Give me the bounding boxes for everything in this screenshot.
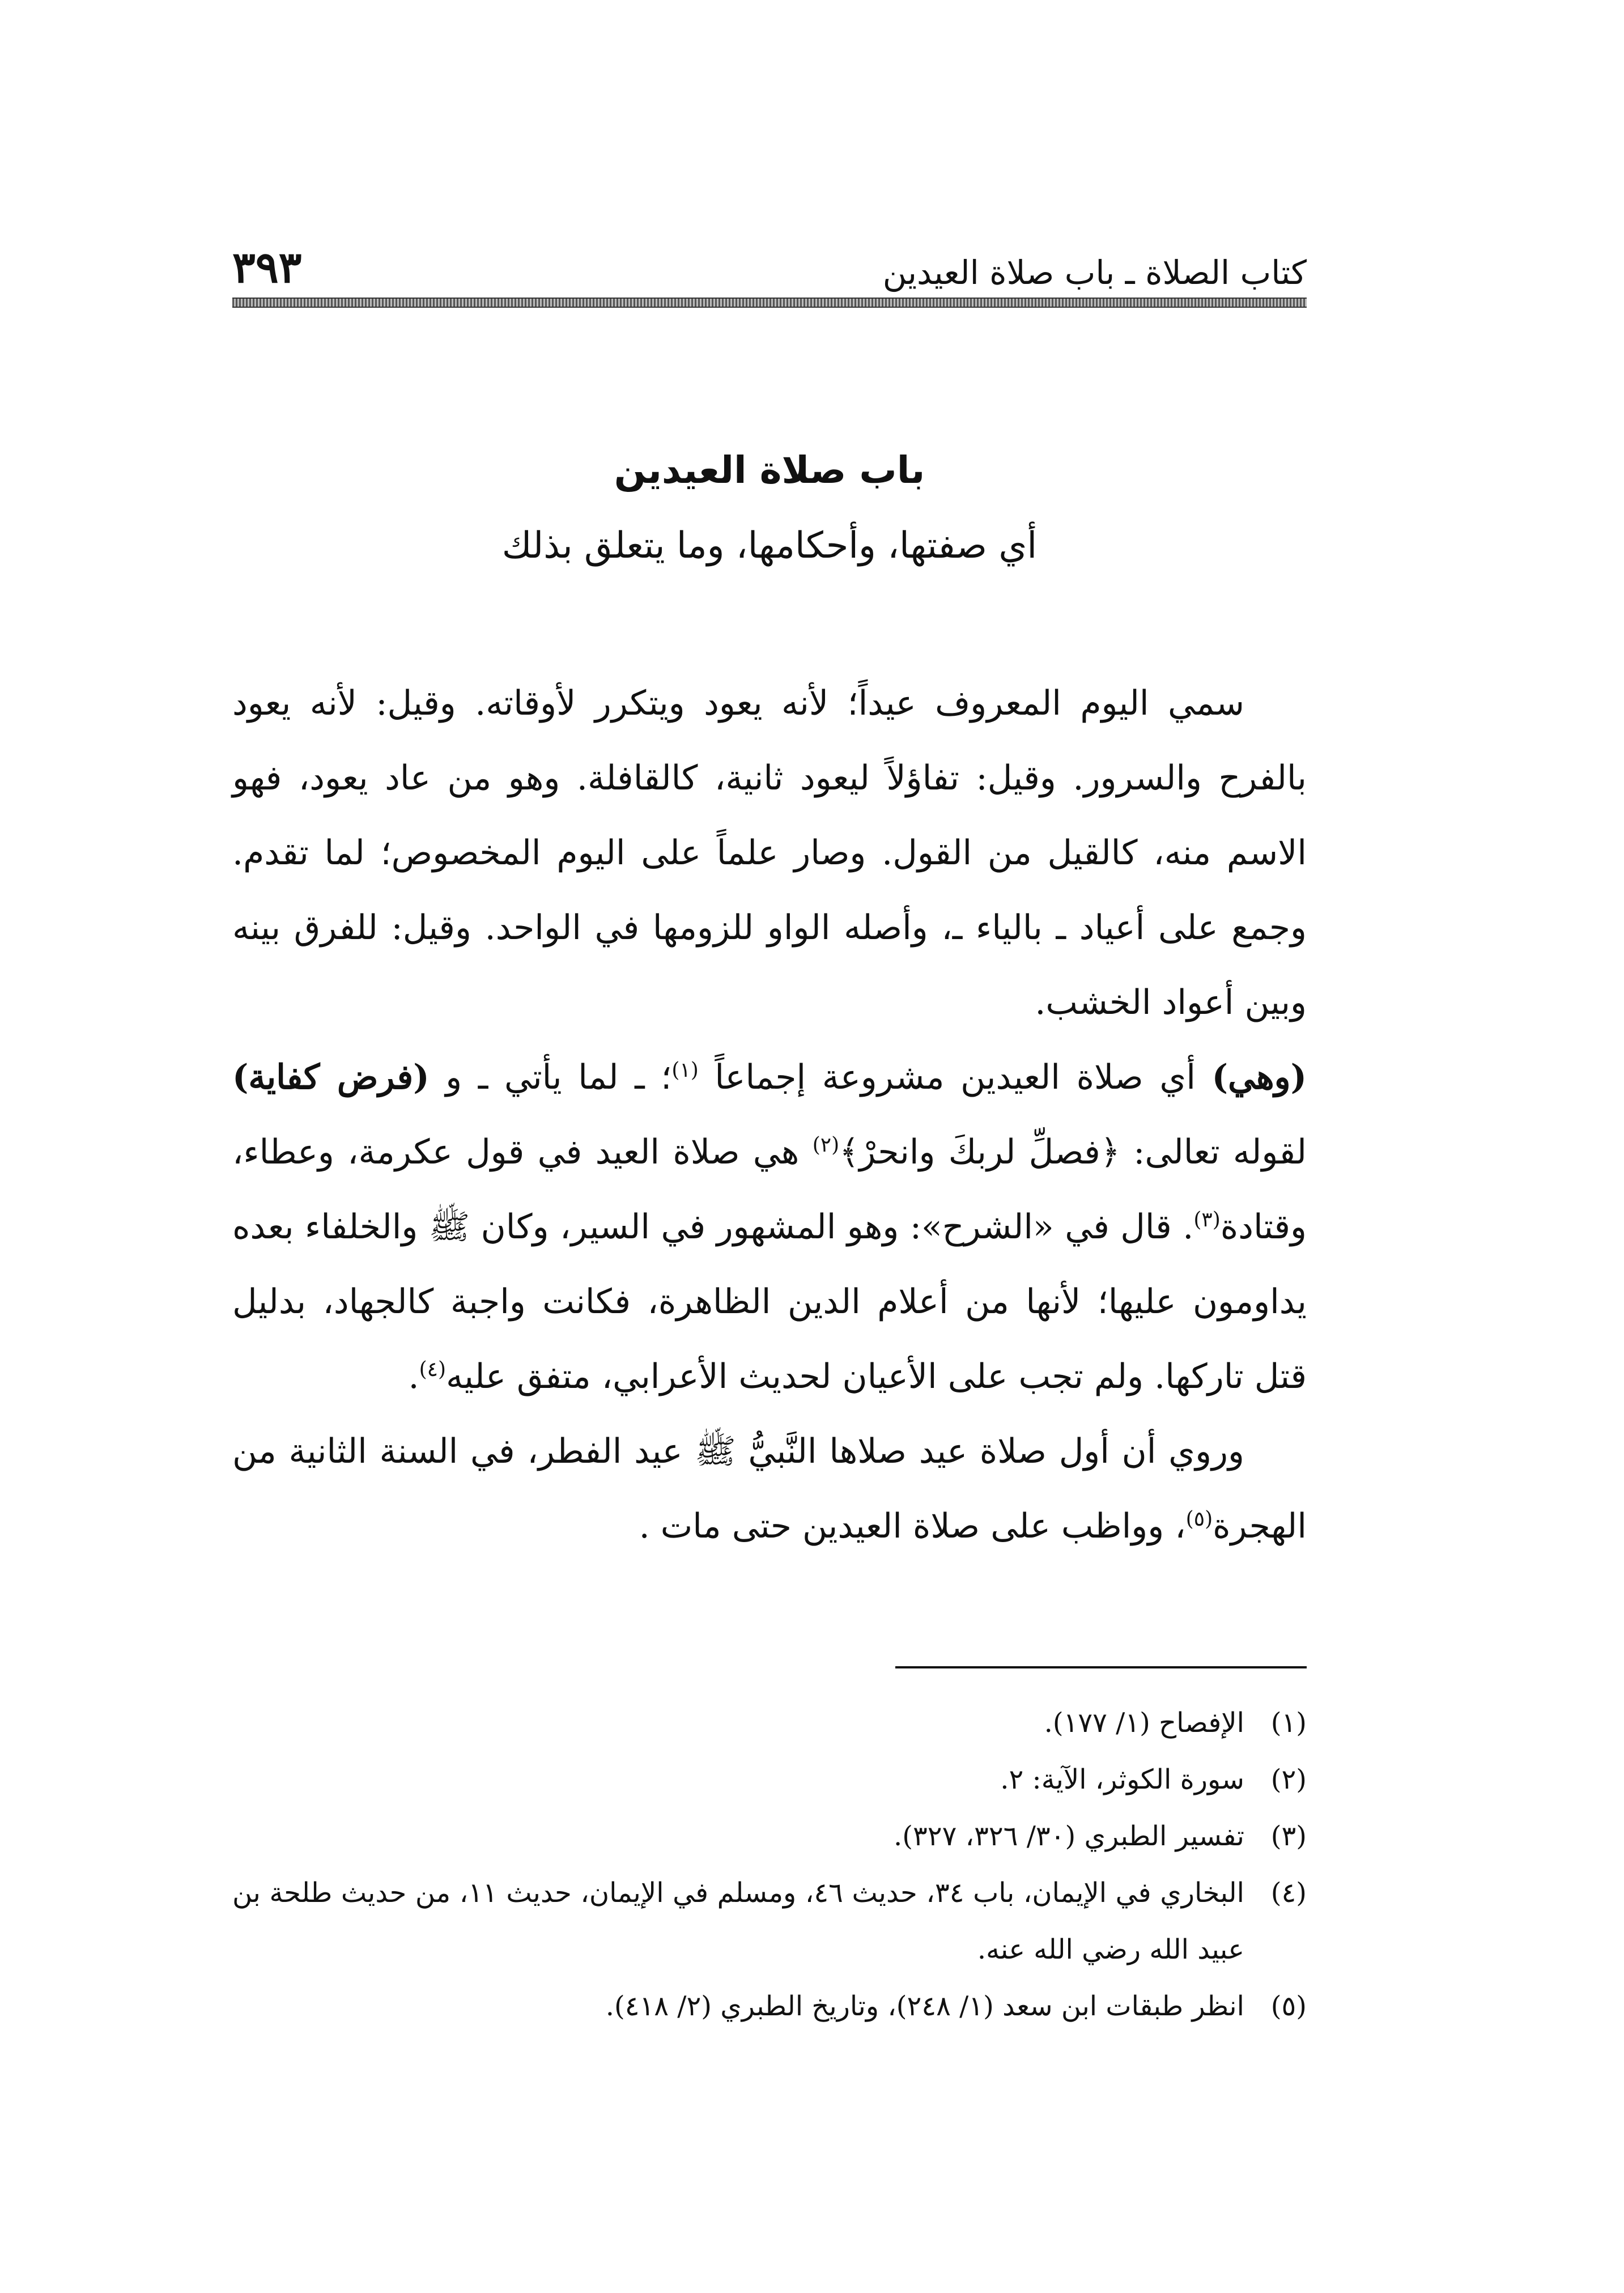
paragraph-2 <box>232 1040 1307 1414</box>
paragraph-3 <box>232 1414 1307 1564</box>
paragraph-3-text-2: ، وواظب على صلاة العيدين حتى مات . <box>639 1506 1186 1546</box>
footnote-item <box>232 1751 1307 1808</box>
footnote-text: الإفصاح (١/ ١٧٧). <box>1044 1707 1244 1739</box>
footnote-ref-3[interactable]: (٣) <box>1193 1208 1221 1232</box>
footnote-item <box>232 1808 1307 1865</box>
header-divider <box>232 298 1307 308</box>
running-header <box>232 238 1307 292</box>
paragraph-2-text-5: . قال في «الشرح»: وهو المشهور في السير، وكان ﷺ والخلفاء بعده يداومون عليها؛ لأنها من أعلام الدين الظاهرة، فكانت واجبة كالجهاد، بدليل قتل تاركها. ولم تجب على الأعيان لحديث الأعرابي، متفق عليه <box>232 1207 1307 1396</box>
footnote-item <box>232 1695 1307 1751</box>
footnote-text: البخاري في الإيمان، باب ٣٤، حديث ٤٦، ومسلم في الإيمان، حديث ١١، من حديث طلحة بن عبيد الله رضي الله عنه. <box>232 1877 1245 1965</box>
paragraph-2-text-3: لقوله تعالى: ﴿فصلِّ لربكَ وانحرْ﴾ <box>839 1132 1307 1172</box>
paragraph-2-text-2: ؛ ـ لما يأتي ـ و <box>429 1058 672 1097</box>
footnote-item <box>232 1978 1307 2035</box>
footnote-ref-4[interactable]: (٤) <box>419 1358 447 1381</box>
body-text <box>232 666 1307 1564</box>
chapter-title: باب صلاة العيدين <box>614 448 925 492</box>
chapter-subtitle: أي صفتها، وأحكامها، وما يتعلق بذلك <box>501 525 1038 567</box>
footnote-ref-5[interactable]: (٥) <box>1185 1508 1213 1531</box>
footnote-item <box>232 1865 1307 1978</box>
footnote-number: (٢) <box>1270 1764 1307 1795</box>
page-number: ٣٩٣ <box>232 242 302 292</box>
footnote-ref-1[interactable]: (١) <box>671 1059 699 1082</box>
paragraph-3-text-1: وروي أن أول صلاة عيد صلاها النَّبيُّ ﷺ عيد الفطر، في السنة الثانية من الهجرة <box>232 1432 1307 1546</box>
paragraph-2-text-4: هي صلاة العيد في قول عكرمة، وعطاء، وقتادة <box>232 1132 1307 1247</box>
footnote-number: (١) <box>1270 1707 1307 1739</box>
bold-term-fard-kifaya: (فرض كفاية) <box>232 1058 430 1097</box>
paragraph-2-text-1: أي صلاة العيدين مشروعة إجماعاً <box>698 1058 1212 1097</box>
running-title: كتاب الصلاة ـ باب صلاة العيدين <box>882 253 1307 292</box>
paragraph-2-text-6: . <box>408 1357 419 1396</box>
paragraph-1: سمي اليوم المعروف عيداً؛ لأنه يعود ويتكرر لأوقاته. وقيل: لأنه يعود بالفرح والسرور. وقيل: تفاؤلاً ليعود ثانية، كالقافلة. وهو من عاد يعود، فهو الاسم منه، كالقيل من القول. وصار علماً على اليوم المخصوص؛ لما تقدم. وجمع على أعياد ـ بالياء ـ، وأصله الواو للزومها في الواحد. وقيل: للفرق بينه وبين أعواد الخشب. <box>232 683 1307 1022</box>
footnote-number: (٥) <box>1270 1990 1307 2022</box>
footnote-number: (٣) <box>1270 1820 1307 1852</box>
footnote-number: (٤) <box>1270 1877 1307 1909</box>
footnote-ref-2[interactable]: (٢) <box>812 1133 840 1157</box>
footnotes <box>232 1695 1307 2035</box>
footnote-divider <box>895 1666 1307 1668</box>
footnote-text: سورة الكوثر، الآية: ٢. <box>1000 1764 1244 1795</box>
footnote-text: تفسير الطبري (٣٠/ ٣٢٦، ٣٢٧). <box>894 1820 1244 1852</box>
footnote-text: انظر طبقات ابن سعد (١/ ٢٤٨)، وتاريخ الطبري (٢/ ٤١٨). <box>605 1990 1244 2022</box>
bold-term-wahiya: (وهي) <box>1211 1058 1307 1097</box>
